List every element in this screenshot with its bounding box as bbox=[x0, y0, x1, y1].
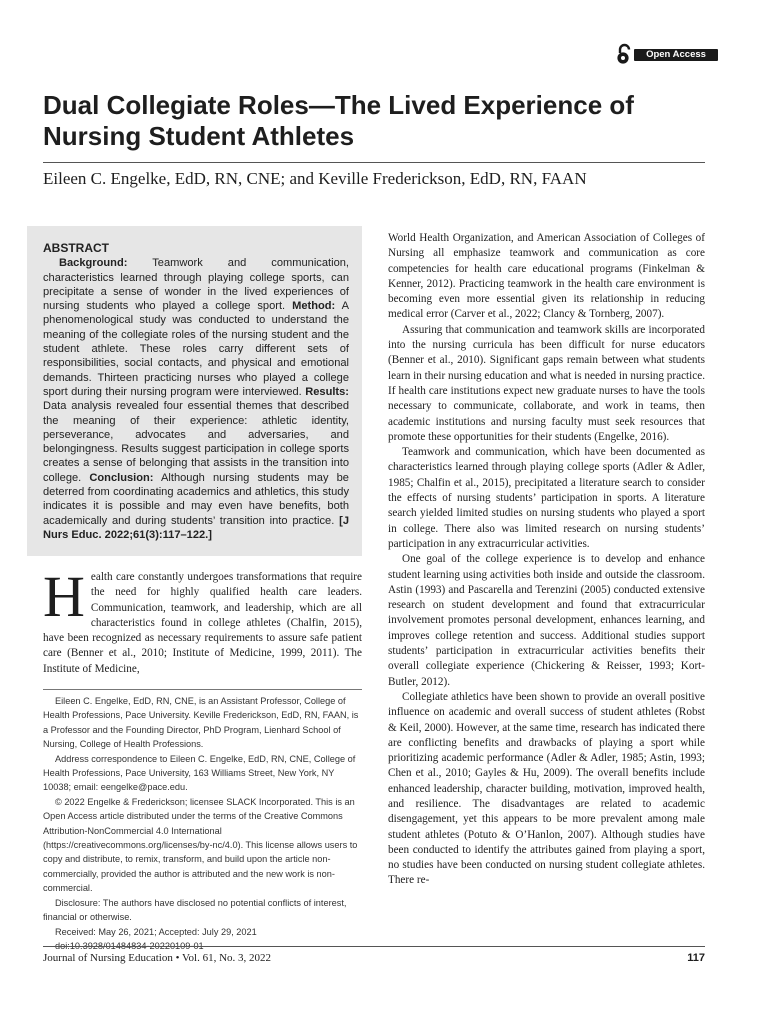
results-label: Results: bbox=[305, 385, 349, 398]
drop-cap: H bbox=[43, 564, 85, 629]
method-text: A phenomenological study was conducted to understand the meaning of the collegiate roles of the nursing student and the student athlete. These roles carry different sets of responsibilities, social contacts, and physical and emotional demands. Thirteen practicing nurses who played a college sport during their nursing program were interviewed. bbox=[43, 300, 349, 398]
left-column-body bbox=[43, 564, 362, 677]
background-text: Teamwork and communication, characteristics learned through playing college sports, can precipitate a sense of wonder in the lived experiences of nursing students who played a college sport. bbox=[43, 257, 349, 313]
footer-divider bbox=[43, 946, 705, 947]
correspondence-note: Address correspondence to Eileen C. Engelke, EdD, RN, CNE, College of Health Professions, Pace University, 163 Williams Street, New York, NY 10038; email: eengelke@pace.edu. bbox=[43, 753, 356, 793]
body-paragraph: Collegiate athletics have been shown to provide an overall positive influence on academic and overall success of student athletes (Robst & Keil, 2000). However, at the same time, research has indicated there are conflicting benefits and drawbacks of playing a sport while prioritizing academic performance (Adler & Adler, 1985; Astin, 1993; Chen et al., 2010; Gayles & Hu, 2009). The overall benefits include enhanced leadership, character building, motivation, improved health, and resilience. The disadvantages are related to academic disengagement, yet this appears to be more prevalent among male student athletes (Potuto & O’Hanlon, 2007). Although studies have been conducted to identify the attributes gained from playing a sport, no studies have been conducted on nursing student collegiate athletes. There re- bbox=[388, 690, 705, 887]
abstract-heading: ABSTRACT bbox=[43, 241, 109, 255]
journal-citation: [J Nurs Educ. 2022;61(3):117–122.] bbox=[43, 514, 349, 541]
body-paragraph: One goal of the college experience is to develop and enhance student learning using activities both inside and outside the classroom. Astin (1993) and Pascarella and Terenzini (2005) conducted extensive research on student development and found that extracurricular involvement promotes personal development, enhances learning, and improves college retention and success. Additional studies support students’ participation in extracurricular activities benefits their overall collegiate experience (Chickering & Reisser, 1993; Kort-Butler, 2012). bbox=[388, 553, 705, 688]
article-title: Dual Collegiate Roles—The Lived Experience of Nursing Student Athletes bbox=[43, 90, 634, 151]
results-text: Data analysis revealed four essential themes that described the meaning of their experience: athletic identity, perseverance, advocates and adversaries, and belongingness. Results suggest participation in college sports creates a sense of belonging that assists in the transition into college. bbox=[43, 400, 349, 484]
body-paragraph: Assuring that communication and teamwork skills are incorporated into the nursing curricula has been difficult for nurse educators (Benner et al., 2010). Significant gaps remain between what students learn in their nursing education and what is needed in nursing practice. If health care institutions expect new graduate nurses to have the tools necessary to communicate, collaborate, and work in teams, then academic institutions and nursing faculty must seek resources that promote these opportunities for their students (Engelke, 2016). bbox=[388, 323, 705, 443]
open-lock-icon bbox=[614, 43, 636, 65]
abstract-text bbox=[43, 256, 349, 542]
title-divider bbox=[43, 162, 705, 163]
doi: doi:10.3928/01484834-20220109-01 bbox=[55, 940, 204, 951]
author-footnotes bbox=[43, 694, 362, 953]
conclusion-label: Conclusion: bbox=[89, 471, 154, 484]
author-list: Eileen C. Engelke, EdD, RN, CNE; and Keville Frederickson, EdD, RN, FAAN bbox=[43, 169, 587, 188]
intro-text: ealth care constantly undergoes transformations that require the need for highly qualified health care leaders. Communication, teamwork, and leadership, which are all characteristics found in college athletes (Chalfin, 2015), have been recognized as necessary requirements to assure safe patient care (Benner et al., 2010; Institute of Medicine, 1999, 2011). The Institute of Medicine, bbox=[43, 571, 362, 675]
open-access-label: Open Access bbox=[634, 49, 718, 61]
disclosure-note: Disclosure: The authors have disclosed no potential conflicts of interest, financial or otherwise. bbox=[43, 897, 347, 923]
received-dates: Received: May 26, 2021; Accepted: July 29, 2021 bbox=[55, 926, 257, 937]
intro-paragraph bbox=[43, 564, 362, 677]
footnote-divider bbox=[43, 689, 362, 690]
abstract bbox=[43, 241, 349, 542]
right-column-body bbox=[388, 231, 705, 889]
journal-footer: Journal of Nursing Education • Vol. 61, No. 3, 2022 bbox=[43, 952, 272, 964]
body-paragraph: Teamwork and communication, which have been documented as characteristics learned through playing college sports (Adler & Adler, 1985; Chalfin et al., 2015), precipitated a literature search to consider the effects of nursing students’ participation in sports. A literature search yielded limited studies on nursing students who played a sport in college. There also was limited research on nursing students’ participation in any extracurricular activities. bbox=[388, 446, 705, 550]
conclusion-text: Although nursing students may be deterred from coordinating academics and athletics, this study indicates it is possible and may even have benefits, both academically and during students’ transition into practice. bbox=[43, 471, 349, 527]
page-number: 117 bbox=[687, 952, 705, 964]
body-paragraph: World Health Organization, and American Association of Colleges of Nursing all emphasize teamwork and communication as core competencies for health care educational programs (Finkelman & Kenner, 2012). Practicing teamwork in the health care environment is becoming even more essential given its relationship in reducing medical error (Carver et al., 2022; Clancy & Tornberg, 2007). bbox=[388, 232, 705, 321]
method-label: Method: bbox=[292, 300, 336, 313]
affiliations-note: Eileen C. Engelke, EdD, RN, CNE, is an Assistant Professor, College of Health Professions, Pace University. Keville Frederickson, EdD, RN, FAAN, is a Professor and the Founding Director, PhD Program, Lienhard School of Nursing, College of Health Professions. bbox=[43, 696, 359, 750]
license-note: © 2022 Engelke & Frederickson; licensee SLACK Incorporated. This is an Open Access article distributed under the terms of the Creative Commons Attribution-NonCommercial 4.0 International (https://creativecommons.org/licenses/by-nc/4.0). This license allows users to copy and distribute, to remix, transform, and build upon the article non-commercially, provided the author is attributed and the new work is non-commercial. bbox=[43, 796, 358, 894]
background-label: Background: bbox=[59, 257, 128, 270]
